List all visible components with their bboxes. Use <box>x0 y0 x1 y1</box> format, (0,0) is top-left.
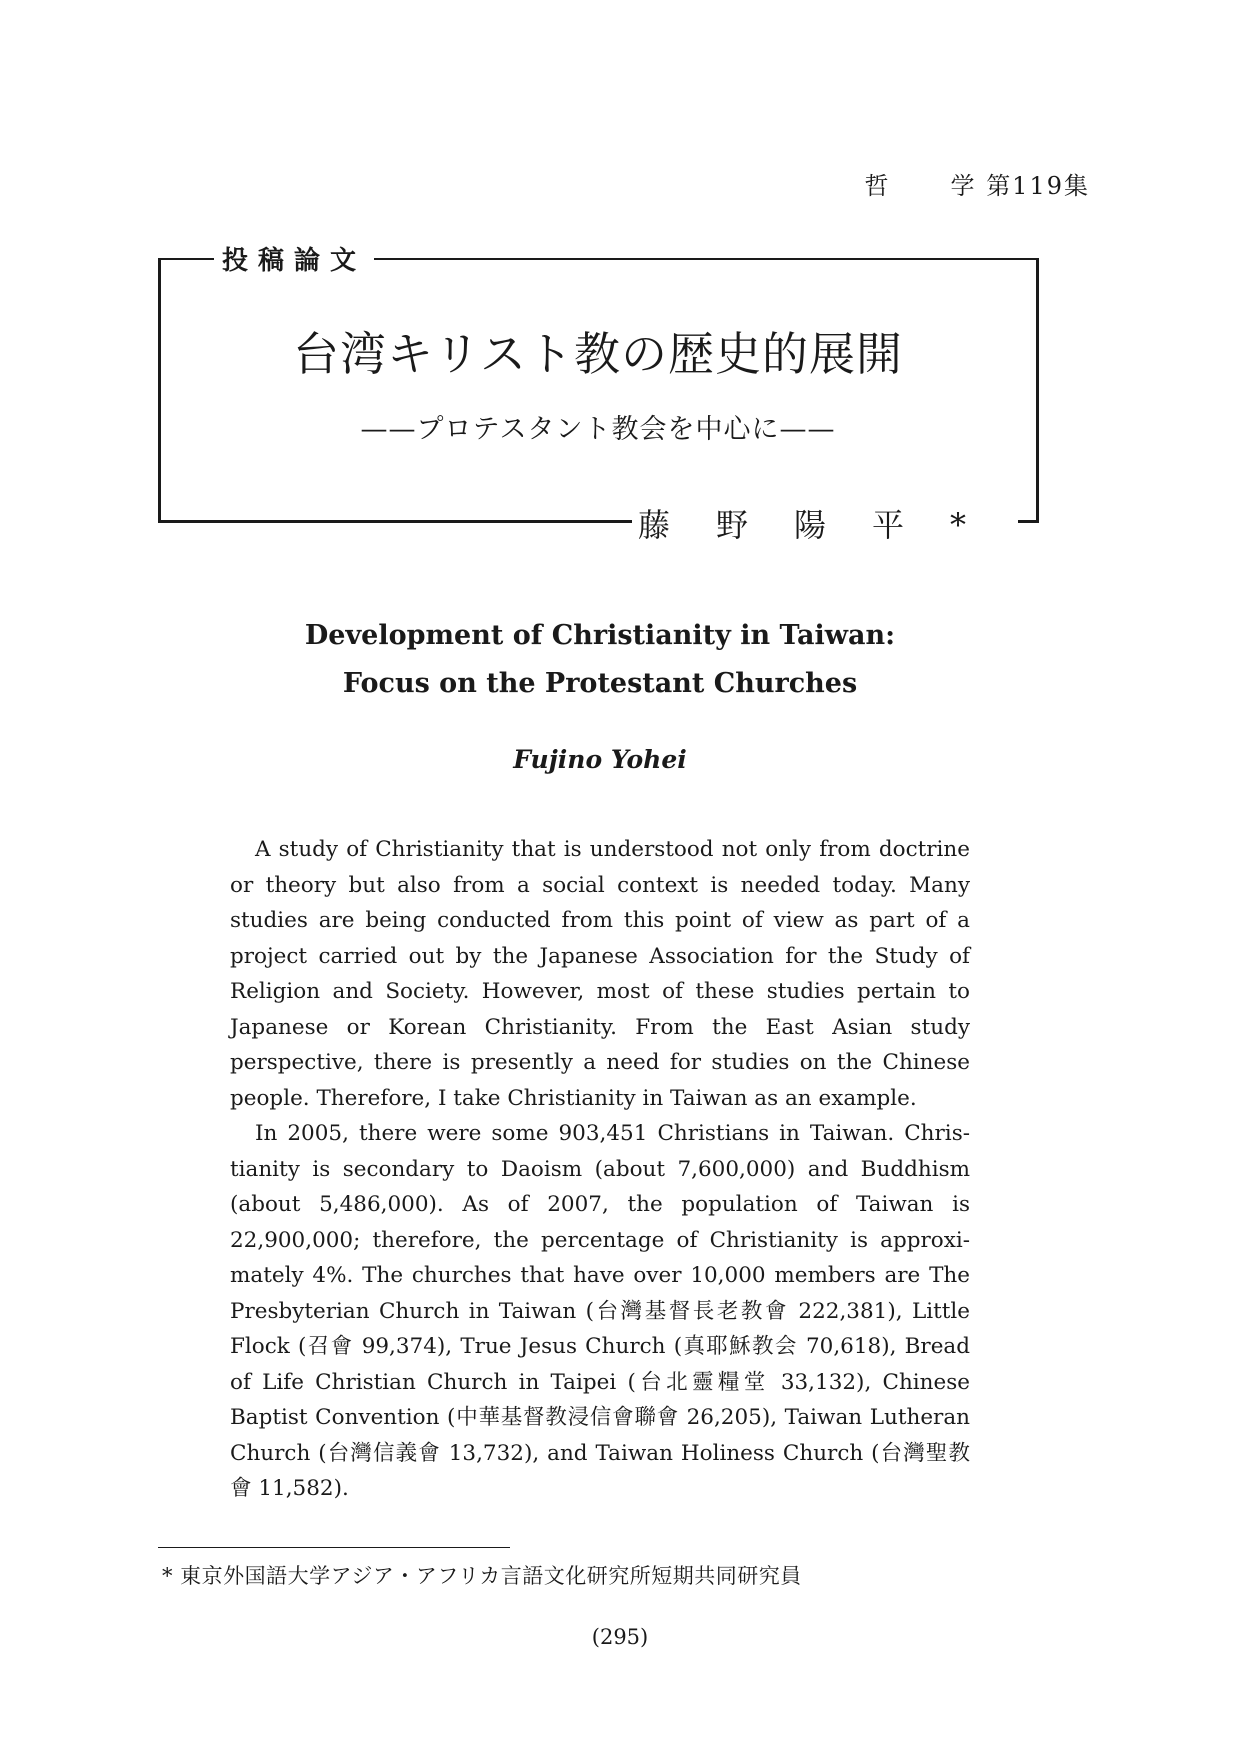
english-title-line-2: Focus on the Protestant Churches <box>342 668 858 699</box>
japanese-author: 藤野陽平* <box>632 500 1018 546</box>
english-author: Fujino Yohei <box>513 745 687 774</box>
japanese-title: 台湾キリスト教の歴史的展開 <box>292 327 904 381</box>
journal-header <box>865 166 1090 201</box>
abstract-paragraph-2: In 2005, there were some 903,451 Christians in Taiwan. Christianity is secondary to Daoism (about 7,600,000) and Buddhism (about 5,486,000). As of 2007, the population of Taiwan is 22,900,000; therefore, the percentage of Christianity is approximately 4%. The churches that have over 10,000 members are The Presbyterian Church in Taiwan (台灣基督長老教會 222,381), Little Flock (召會 99,374), True Jesus Church (真耶穌教会 70,618), Bread of Life Christian Church in Taipei (台北靈糧堂 33,132), Chinese Baptist Convention (中華基督教浸信會聯會 26,205), Taiwan Lutheran Church (台灣信義會 13,732), and Taiwan Holiness Church (台灣聖教會 11,582). <box>230 1121 970 1501</box>
title-frame-left <box>158 258 161 521</box>
title-frame-right <box>1036 258 1039 521</box>
journal-name-2: 学 <box>950 172 977 200</box>
footnote-rule <box>158 1547 510 1548</box>
journal-name-1: 哲 <box>864 172 891 200</box>
section-label: 投稿論文 <box>214 240 374 277</box>
english-title-line-1: Development of Christianity in Taiwan: <box>304 620 896 651</box>
japanese-subtitle: ——プロテスタント教会を中心に—— <box>360 414 836 445</box>
english-title <box>200 612 1000 708</box>
journal-volume: 第119集 <box>986 172 1090 200</box>
footnote: * 東京外国語大学アジア・アフリカ言語文化研究所短期共同研究員 <box>162 1564 802 1588</box>
abstract-paragraph-1: A study of Christianity that is understood not only from doctrine or theory but also from a social context is needed today. Many studies are being conducted from this point of view as part of a project carried out by the Japanese Association for the Study of Religion and Society. However, most of these studies pertain to Japanese or Korean Christianity. From the East Asian study perspective, there is presently a need for studies on the Chinese people. Therefore, I take Christianity in Taiwan as an example. <box>230 837 970 1111</box>
page-number: (295) <box>591 1625 649 1649</box>
abstract <box>230 832 970 1507</box>
